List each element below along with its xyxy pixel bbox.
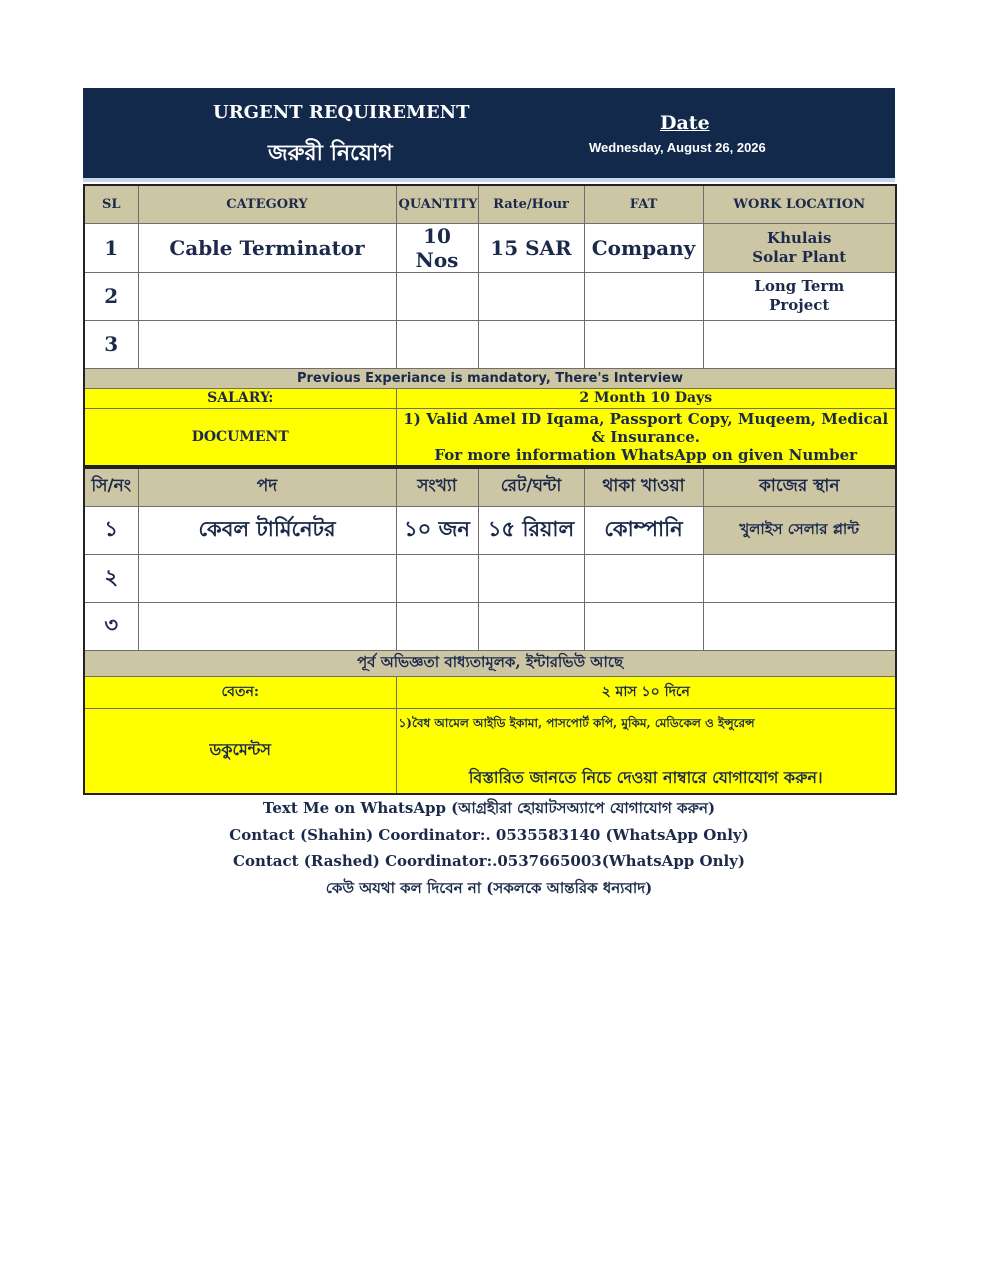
whatsapp-info: For more information WhatsApp on given Number [434,445,858,464]
row-location: খুলাইস সেলার প্লান্ট [703,506,896,554]
document-row [84,408,896,466]
row-category [138,554,396,602]
row-category [138,320,396,368]
row-category: Cable Terminator [138,223,396,272]
row-fat: কোম্পানি [584,506,703,554]
col-header-category: CATEGORY [138,185,396,223]
row-sl: 3 [84,320,138,368]
requirement-table-english [83,184,897,467]
salary-value: ২ মাস ১০ দিনে [396,676,896,708]
document-label: ডকুমেন্টস [84,708,396,794]
row-location: Long Term Project [703,272,896,320]
row-category [138,602,396,650]
requirement-table-bangla [83,467,897,795]
row-fat [584,554,703,602]
row-quantity [396,554,478,602]
row-location [703,554,896,602]
col-header-fat: থাকা খাওয়া [584,468,703,506]
col-header-quantity: QUANTITY [396,185,478,223]
row-sl: ১ [84,506,138,554]
salary-row [84,388,896,408]
row-sl: ৩ [84,602,138,650]
notice-row [84,368,896,388]
table-row [84,223,896,272]
row-rate [478,602,584,650]
col-header-sl: সি/নং [84,468,138,506]
banner-divider [83,178,895,182]
row-sl: 1 [84,223,138,272]
col-header-fat: FAT [584,185,703,223]
table-row [84,272,896,320]
row-category [138,272,396,320]
footer-contact-shahin: Contact (Shahin) Coordinator:. 0535583140 (WhatsApp Only) [229,826,749,844]
salary-label: SALARY: [84,388,396,408]
col-header-category: পদ [138,468,396,506]
row-rate: ১৫ রিয়াল [478,506,584,554]
whatsapp-info: বিস্তারিত জানতে নিচে দেওয়া নাম্বারে যোগাযোগ করুন। [468,767,823,787]
document-details [396,408,896,466]
header-banner [83,88,895,178]
row-quantity: ১০ জন [396,506,478,554]
document-label: DOCUMENT [84,408,396,466]
document-row [84,708,896,794]
row-rate [478,272,584,320]
row-rate [478,320,584,368]
col-header-location: কাজের স্থান [703,468,896,506]
date-label: Date [660,112,710,134]
row-category: কেবল টার্মিনেটর [138,506,396,554]
row-location: Khulais Solar Plant [703,223,896,272]
footer-whatsapp-line: Text Me on WhatsApp (আগ্রহীরা হোয়াটসঅ্যাপে যোগাযোগ করুন) [262,799,716,817]
table-header-row [84,468,896,506]
table-row [84,602,896,650]
row-quantity: 10 Nos [396,223,478,272]
table-header-row [84,185,896,223]
row-rate: 15 SAR [478,223,584,272]
title-english: URGENT REQUIREMENT [213,102,470,123]
col-header-quantity: সংখ্যা [396,468,478,506]
row-location [703,320,896,368]
salary-label: বেতন: [84,676,396,708]
row-sl: 2 [84,272,138,320]
row-quantity [396,320,478,368]
footer-no-spam-calls: কেউ অযথা কল দিবেন না (সকলকে আন্তরিক ধন্যবাদ) [325,879,653,897]
footer-contact-rashed: Contact (Rashed) Coordinator:.0537665003(WhatsApp Only) [233,852,745,870]
row-quantity [396,602,478,650]
table-row [84,506,896,554]
experience-notice: Previous Experiance is mandatory, There's Interview [84,368,896,388]
salary-row [84,676,896,708]
row-fat [584,602,703,650]
col-header-rate: রেট/ঘন্টা [478,468,584,506]
row-fat [584,272,703,320]
row-fat: Company [584,223,703,272]
document-details [396,708,896,794]
row-fat [584,320,703,368]
table-row [84,320,896,368]
col-header-rate: Rate/Hour [478,185,584,223]
row-location [703,602,896,650]
table-row [84,554,896,602]
col-header-location: WORK LOCATION [703,185,896,223]
row-rate [478,554,584,602]
document-requirements: ১)বৈধ আমেল আইডি ইকামা, পাসপোর্ট কপি, মুকিম, মেডিকেল ও ইন্সুরেন্স [398,715,755,730]
salary-value: 2 Month 10 Days [396,388,896,408]
experience-notice: পূর্ব অভিজ্ঞতা বাধ্যতামূলক, ইন্টারভিউ আছে [84,650,896,676]
row-sl: ২ [84,554,138,602]
title-bangla: জরুরী নিয়োগ [268,140,393,166]
document-requirements: 1) Valid Amel ID Iqama, Passport Copy, Muqeem, Medical & Insurance. [403,409,889,446]
date-value: Wednesday, August 26, 2026 [589,140,766,155]
col-header-sl: SL [84,185,138,223]
notice-row [84,650,896,676]
row-quantity [396,272,478,320]
